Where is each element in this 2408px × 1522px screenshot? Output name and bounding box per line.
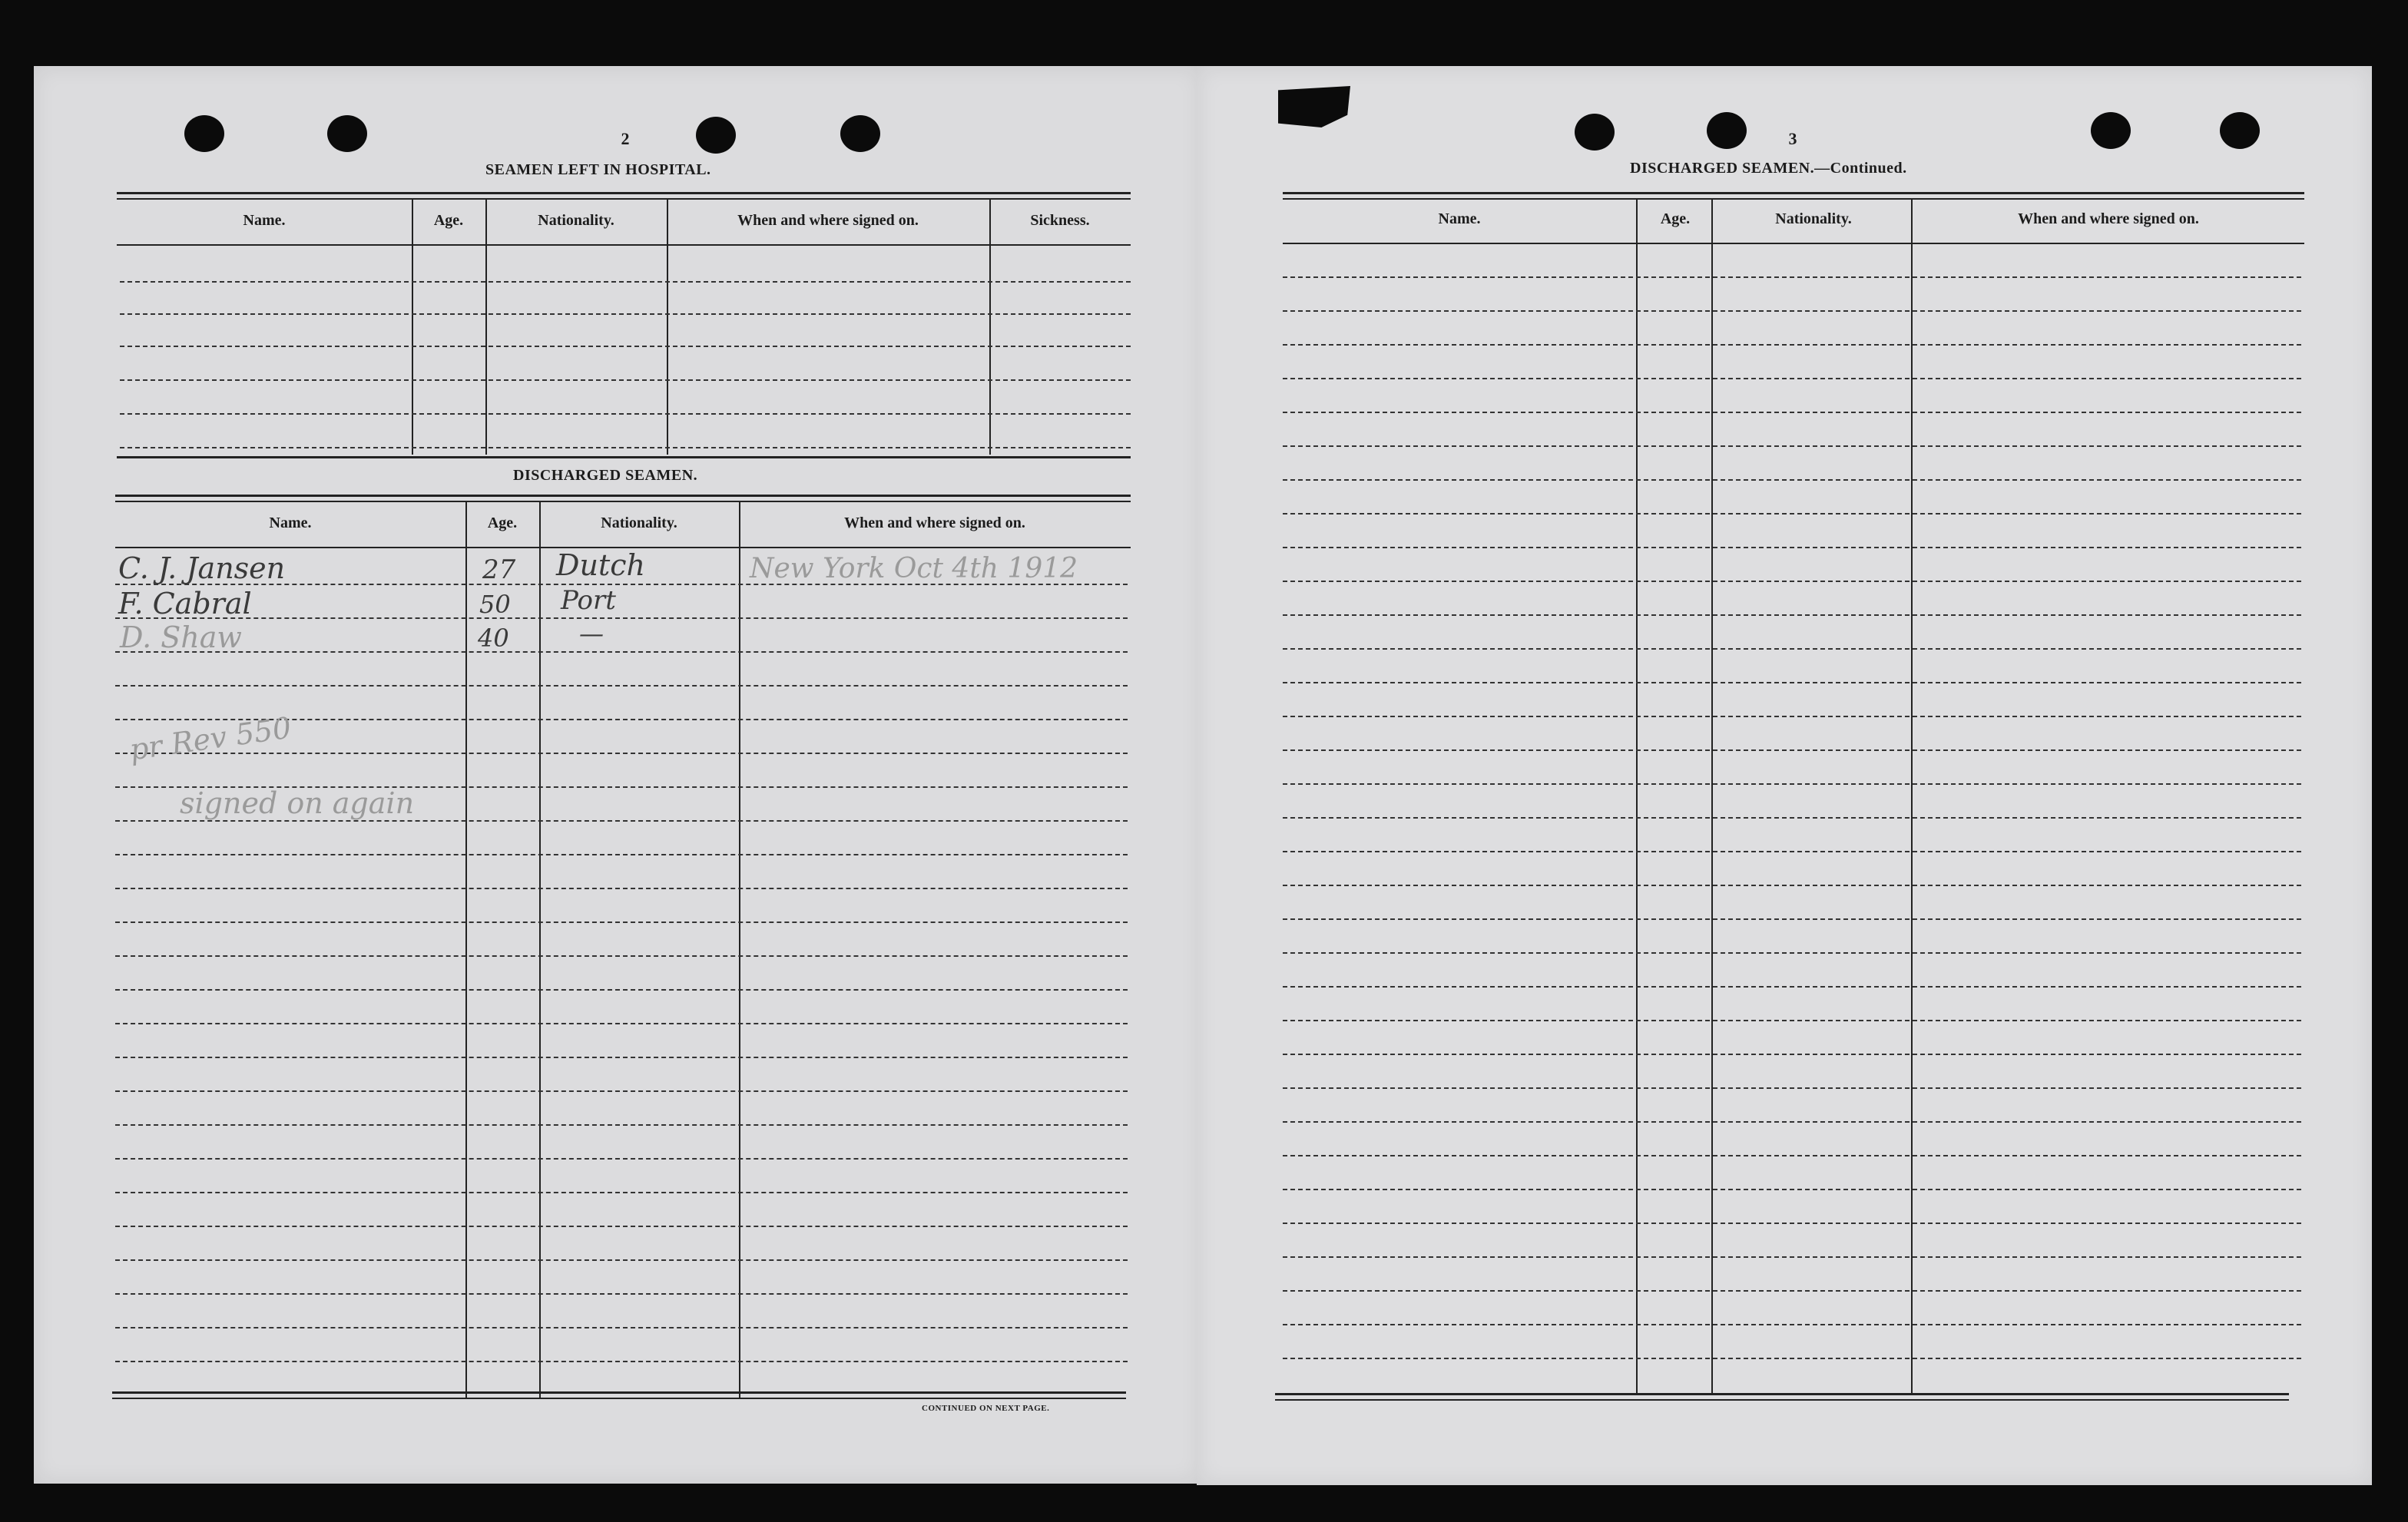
right-col-age: Age. <box>1660 210 1691 227</box>
divider <box>117 198 1131 200</box>
bottom-rule <box>1275 1399 2289 1401</box>
entry-age: 27 <box>482 554 516 585</box>
row-line <box>1283 479 2301 481</box>
punch-hole <box>696 117 736 154</box>
row-line <box>115 1361 1128 1362</box>
bottom-rule <box>112 1391 1126 1394</box>
row-line <box>1283 1020 2301 1021</box>
column-divider <box>739 501 740 1398</box>
column-divider <box>465 501 467 1398</box>
divider <box>117 456 1131 458</box>
row-line <box>115 1124 1128 1126</box>
punch-hole <box>184 115 224 152</box>
bottom-rule <box>112 1398 1126 1399</box>
divider <box>117 192 1131 194</box>
row-line <box>1283 716 2301 717</box>
row-line <box>1283 749 2301 751</box>
discharged-section-title: DISCHARGED SEAMEN. <box>513 467 698 484</box>
discharged-col-age: Age. <box>487 515 518 531</box>
row-line <box>115 753 1128 754</box>
row-line <box>1283 1256 2301 1258</box>
hospital-col-nationality: Nationality. <box>538 212 614 229</box>
entry-age: 50 <box>479 590 511 619</box>
row-line <box>115 1226 1128 1227</box>
column-divider <box>539 501 541 1398</box>
row-line <box>115 1293 1128 1295</box>
row-line <box>1283 1189 2301 1190</box>
row-line <box>1283 378 2301 379</box>
column-divider <box>412 198 413 455</box>
hospital-col-sickness: Sickness. <box>1030 212 1090 229</box>
right-col-signed-on: When and where signed on. <box>2018 210 2199 227</box>
entry-name: F. Cabral <box>118 587 252 620</box>
column-divider <box>667 198 668 455</box>
row-line <box>120 413 1131 415</box>
entry-nationality: Dutch <box>556 548 645 582</box>
row-line <box>1283 1087 2301 1089</box>
row-line <box>1283 276 2301 278</box>
divider <box>1283 192 2304 194</box>
row-line <box>1283 918 2301 920</box>
row-line <box>115 1327 1128 1328</box>
punch-hole <box>2220 112 2260 149</box>
row-line <box>115 1090 1128 1092</box>
row-line <box>115 685 1128 687</box>
row-line <box>1283 1358 2301 1359</box>
row-line <box>1283 885 2301 886</box>
row-line <box>1283 817 2301 819</box>
divider <box>115 501 1131 502</box>
hospital-section-title: SEAMEN LEFT IN HOSPITAL. <box>485 161 711 178</box>
row-line <box>1283 682 2301 683</box>
row-line <box>1283 412 2301 413</box>
hospital-col-name: Name. <box>243 212 286 229</box>
punch-hole <box>1707 112 1747 149</box>
row-line <box>1283 783 2301 785</box>
row-line <box>115 888 1128 889</box>
row-line <box>115 989 1128 991</box>
row-line <box>120 379 1131 381</box>
row-line <box>1283 581 2301 582</box>
row-line <box>120 346 1131 347</box>
row-line <box>115 955 1128 957</box>
header-underline <box>1283 243 2304 244</box>
row-line <box>1283 310 2301 312</box>
row-line <box>1283 986 2301 988</box>
row-line <box>1283 1121 2301 1123</box>
row-line <box>115 1192 1128 1193</box>
row-line <box>115 1259 1128 1261</box>
discharged-col-name: Name. <box>269 515 312 531</box>
row-line <box>120 447 1131 448</box>
punch-hole <box>2091 112 2131 149</box>
divider <box>115 495 1131 497</box>
row-line <box>1283 547 2301 548</box>
punch-hole <box>1575 114 1615 151</box>
punch-hole <box>840 115 880 152</box>
row-line <box>1283 445 2301 447</box>
bottom-rule <box>1275 1393 2289 1395</box>
row-line <box>115 921 1128 923</box>
page-number-right: 3 <box>1788 129 1797 148</box>
right-section-title: DISCHARGED SEAMEN.—Continued. <box>1630 160 1907 177</box>
row-line <box>115 617 1128 619</box>
entry-nationality: — <box>579 619 604 648</box>
row-line <box>1283 1223 2301 1224</box>
row-line <box>1283 648 2301 650</box>
hospital-col-age: Age. <box>433 212 464 229</box>
row-line <box>115 1023 1128 1024</box>
row-line <box>1283 1324 2301 1325</box>
entry-age: 40 <box>478 624 509 653</box>
row-line <box>1283 1290 2301 1292</box>
row-line <box>1283 1054 2301 1055</box>
row-line <box>1283 614 2301 616</box>
row-line <box>1283 344 2301 346</box>
column-divider <box>485 198 487 455</box>
right-col-nationality: Nationality. <box>1775 210 1852 227</box>
note: pr Rev 550 <box>127 710 293 767</box>
row-line <box>120 281 1131 283</box>
row-line <box>120 313 1131 315</box>
page-number-left: 2 <box>621 129 630 148</box>
discharged-col-signed-on: When and where signed on. <box>844 515 1025 531</box>
row-line <box>115 1158 1128 1160</box>
row-line <box>1283 851 2301 852</box>
row-line <box>115 1057 1128 1058</box>
entry-name: C. J. Jansen <box>118 551 286 585</box>
continued-note: CONTINUED ON NEXT PAGE. <box>922 1404 1050 1413</box>
note: signed on again <box>180 786 415 820</box>
row-line <box>115 820 1128 822</box>
row-line <box>1283 513 2301 515</box>
entry-nationality: Port <box>561 585 616 616</box>
left-page <box>34 66 1201 1484</box>
header-underline <box>117 244 1131 246</box>
divider <box>1283 198 2304 200</box>
entry-name: D. Shaw <box>120 620 242 654</box>
row-line <box>115 854 1128 855</box>
row-line <box>1283 1155 2301 1156</box>
punch-hole <box>327 115 367 152</box>
column-divider <box>989 198 991 455</box>
row-line <box>1283 952 2301 954</box>
right-col-name: Name. <box>1438 210 1481 227</box>
entry-signed-on: New York Oct 4th 1912 <box>750 553 1078 584</box>
row-line <box>115 651 1128 653</box>
hospital-col-signed-on: When and where signed on. <box>737 212 919 229</box>
discharged-col-nationality: Nationality. <box>601 515 677 531</box>
right-page <box>1197 66 2372 1485</box>
